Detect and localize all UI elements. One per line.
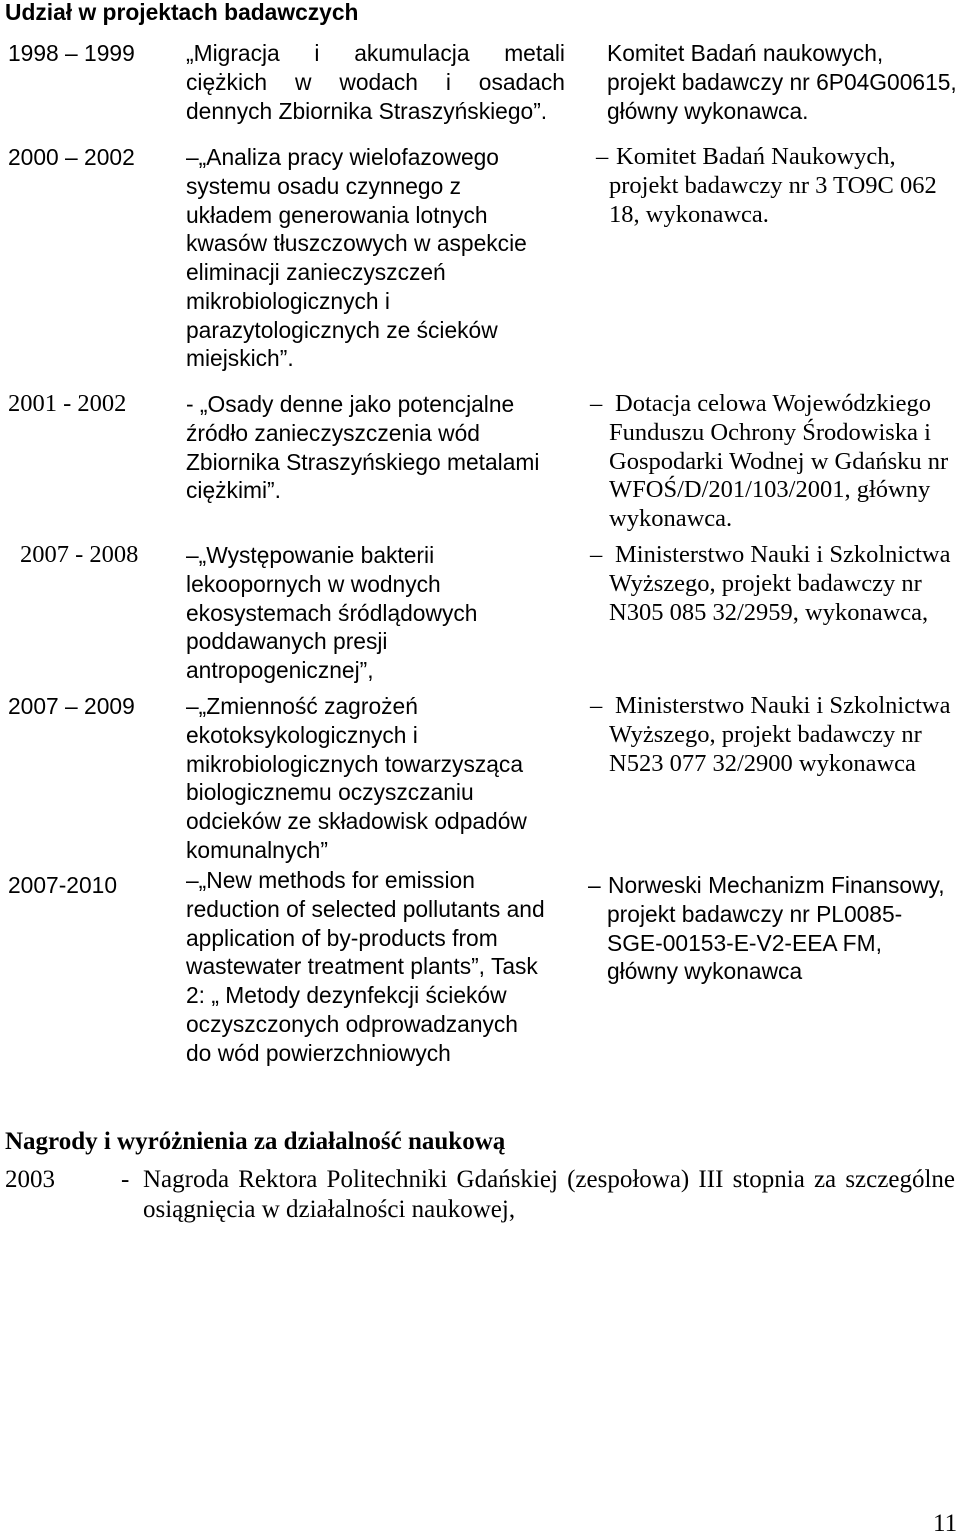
award-line: osiągnięcia w działalności naukowej, [143, 1196, 516, 1223]
funding-line: główny wykonawca [607, 958, 803, 985]
project-title-line: 2: „ Metody dezynfekcji ścieków [186, 982, 507, 1008]
funding-line: N305 085 32/2959, wykonawca, [609, 598, 929, 626]
section-title: Udział w projektach badawczych [5, 0, 359, 25]
bullet-dash: – [596, 143, 609, 170]
project-title [186, 866, 545, 1067]
project-title-line: układem generowania lotnych [186, 201, 488, 228]
project-title-line: application of by-products from [186, 924, 498, 951]
award-year: 2003 [5, 1166, 55, 1193]
awards-title: Nagrody i wyróżnienia za działalność naukową [5, 1128, 506, 1155]
bullet-dash: – [590, 541, 603, 568]
funding-line: projekt badawczy nr 3 TO9C 062 [609, 171, 937, 199]
funding-line: WFOŚ/D/201/103/2001, główny [609, 476, 931, 504]
project-title-line: do wód powierzchniowych [186, 1039, 451, 1066]
project-title-line: –„Analiza pracy wielofazowego [186, 144, 499, 170]
project-title-line: Zbiornika Straszyńskiego metalami [186, 448, 540, 475]
project-title [186, 692, 527, 865]
project-title [186, 390, 540, 505]
funding-line: SGE-00153-E-V2-EEA FM, [607, 929, 882, 956]
project-title-line: poddawanych presji [186, 628, 388, 655]
project-title [186, 39, 565, 125]
project-title-line: ciężkimi”. [186, 477, 281, 504]
bullet-dash: – [588, 872, 601, 898]
project-title-line: lekoopornych w wodnych [186, 570, 441, 597]
project-title-line: –„Występowanie bakterii [186, 542, 435, 568]
project-funding [607, 39, 957, 125]
award-bullet: - [121, 1166, 130, 1193]
project-title-line: ciężkich w wodach i osadach [186, 68, 565, 95]
funding-line: Ministerstwo Nauki i Szkolnictwa [615, 541, 951, 568]
project-title-line: ekosystemach śródlądowych [186, 599, 478, 626]
project-title-line: mikrobiologicznych i [186, 287, 390, 314]
project-title-line: kwasów tłuszczowych w aspekcie [186, 230, 527, 257]
project-title-line: odcieków ze składowisk odpadów [186, 808, 527, 834]
funding-line: Ministerstwo Nauki i Szkolnictwa [615, 692, 951, 719]
project-funding [590, 692, 951, 778]
project-title-line: - „Osady denne jako potencjalne [186, 391, 515, 417]
project-years: 2007 - 2008 [20, 541, 139, 568]
funding-line: Wyższego, projekt badawczy nr [609, 569, 922, 597]
project-funding [596, 143, 937, 229]
funding-line: Norweski Mechanizm Finansowy, [608, 872, 945, 898]
funding-line: Komitet Badań Naukowych, [616, 143, 896, 170]
project-title-line: antropogenicznej”, [186, 657, 374, 683]
project-years: 2007 – 2009 [8, 693, 135, 719]
project-funding [590, 390, 949, 534]
project-title-line: –„New methods for emission [186, 867, 475, 893]
project-title-line: ekotoksykologicznych i [186, 721, 418, 748]
project-title-line: wastewater treatment plants”, Task [186, 953, 538, 980]
project-title-line: parazytologicznych ze ścieków [186, 316, 498, 343]
funding-line: główny wykonawca. [607, 97, 809, 124]
project-title-line: oczyszczonych odprowadzanych [186, 1010, 518, 1037]
award-line: Nagroda Rektora Politechniki Gdańskiej (zespołowa) III stopnia za szczególne [143, 1166, 955, 1193]
funding-line: wykonawca. [609, 505, 733, 532]
project-title-line: miejskich”. [186, 345, 294, 372]
funding-line: projekt badawczy nr PL0085- [607, 900, 903, 927]
project-title-line: –„Zmienność zagrożeń [186, 693, 418, 719]
project-years: 2000 – 2002 [8, 144, 135, 170]
funding-line: N523 077 32/2900 wykonawca [609, 749, 916, 777]
project-years: 2007-2010 [8, 872, 118, 898]
project-title-line: biologicznemu oczyszczaniu [186, 779, 474, 806]
project-title-line: systemu osadu czynnego z [186, 172, 461, 199]
funding-line: Gospodarki Wodnej w Gdańsku nr [609, 447, 949, 475]
award-text [143, 1165, 955, 1225]
project-title [186, 541, 477, 685]
funding-line: projekt badawczy nr 6P04G00615, [607, 68, 957, 95]
project-title-line: reduction of selected pollutants and [186, 895, 545, 922]
funding-line: Wyższego, projekt badawczy nr [609, 720, 922, 748]
project-title-line: eliminacji zanieczyszczeń [186, 259, 446, 285]
project-title-line: dennych Zbiornika Straszyńskiego”. [186, 97, 548, 124]
bullet-dash: – [590, 390, 603, 417]
project-title-line: mikrobiologicznych towarzysząca [186, 750, 524, 777]
project-title-line: „Migracja i akumulacja metali [186, 40, 565, 66]
bullet-dash: – [590, 692, 603, 719]
funding-line: Dotacja celowa Wojewódzkiego [615, 390, 931, 417]
funding-line: Komitet Badań naukowych, [607, 40, 884, 66]
project-title [186, 143, 527, 373]
project-funding [588, 871, 945, 986]
project-funding [590, 541, 951, 627]
funding-line: Funduszu Ochrony Środowiska i [609, 418, 931, 446]
funding-line: 18, wykonawca. [609, 200, 769, 228]
project-years: 1998 – 1999 [8, 40, 135, 66]
project-years: 2001 - 2002 [8, 390, 127, 417]
project-title-line: źródło zanieczyszczenia wód [186, 419, 480, 446]
project-title-line: komunalnych” [186, 836, 328, 863]
page-number: 11 [933, 1510, 958, 1537]
